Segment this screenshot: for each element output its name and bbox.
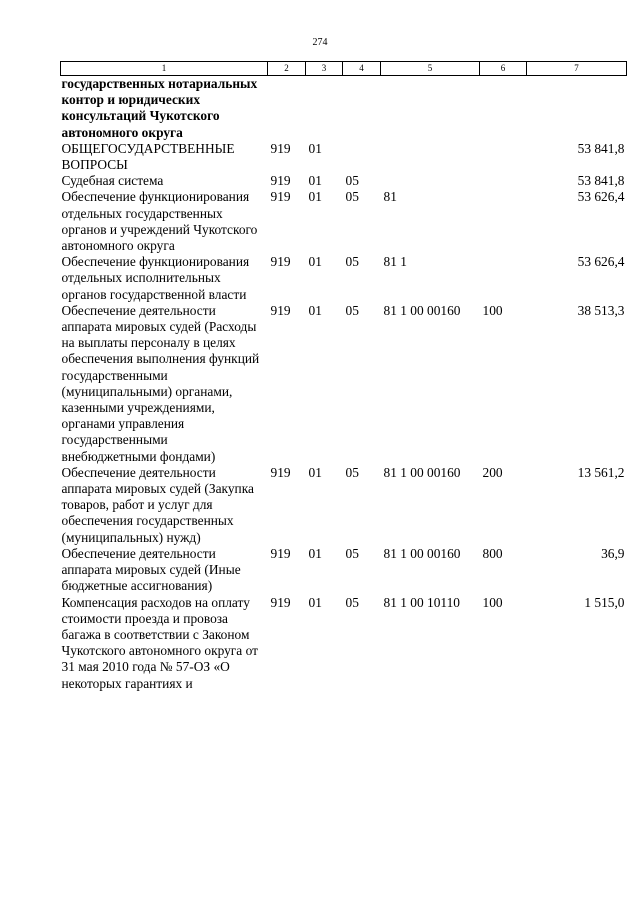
- header-col-1: 1: [61, 62, 268, 76]
- row-target-article-code: 81 1 00 00160: [383, 545, 461, 561]
- row-section-code: 01: [308, 594, 322, 610]
- row-section-code: 01: [308, 302, 322, 318]
- row-amount: 38 513,3: [577, 302, 625, 318]
- page-number: 274: [312, 37, 328, 48]
- row-expense-type-code: [480, 141, 527, 173]
- row-ministry-code: 919: [270, 189, 291, 205]
- row-subsection-code: 05: [345, 189, 359, 205]
- row-ministry-code: 919: [270, 594, 291, 610]
- row-ministry-code: 919: [270, 464, 291, 480]
- row-amount: 1 515,0: [584, 594, 625, 610]
- row-target-article-code: 81 1: [383, 254, 407, 270]
- header-col-7: 7: [527, 62, 627, 76]
- row-subsection-code: 05: [345, 254, 359, 270]
- row-amount: 53 626,4: [577, 189, 625, 205]
- row-expense-type-code: 200: [482, 464, 503, 480]
- row-target-article-code: [381, 141, 480, 173]
- budget-table: [60, 61, 627, 692]
- table-row: [61, 254, 627, 303]
- table-row: [61, 173, 627, 189]
- row-amount: 53 841,8: [577, 140, 625, 156]
- row-expense-type-code: 100: [482, 594, 503, 610]
- row-section-code: 01: [308, 189, 322, 205]
- row-expense-type-code: [480, 76, 527, 141]
- table-row: [61, 303, 627, 465]
- row-ministry-code: 919: [270, 302, 291, 318]
- row-section-code: 01: [308, 140, 322, 156]
- row-name: Обеспечение деятельности аппарата мировых судей (Закупка товаров, работ и услуг для обеспечения государственных (муниципальных) нужд): [61, 464, 254, 545]
- row-section-code: 01: [308, 173, 322, 189]
- row-amount: 13 561,2: [577, 464, 625, 480]
- row-section-code: [306, 76, 343, 141]
- row-subsection-code: 05: [345, 173, 359, 189]
- row-name: Обеспечение деятельности аппарата мировых судей (Расходы на выплаты персоналу в целях обеспечения выполнения функций государственными (муниципальными) органами, казенными учреждениями, органами управления государственными внебюджетными фондами): [61, 302, 260, 464]
- table-row: [61, 595, 627, 692]
- table-header: [61, 62, 627, 76]
- row-expense-type-code: [480, 254, 527, 303]
- row-amount: 36,9: [601, 545, 625, 561]
- row-subsection-code: [343, 76, 381, 141]
- row-name: Обеспечение деятельности аппарата мировых судей (Иные бюджетные ассигнования): [61, 545, 241, 594]
- row-section-code: 01: [308, 464, 322, 480]
- row-target-article-code: 81 1 00 10110: [383, 594, 460, 610]
- table-row: [61, 546, 627, 595]
- row-subsection-code: 05: [345, 302, 359, 318]
- row-name: Обеспечение функционирования отдельных исполнительных органов государственной власти: [61, 254, 250, 302]
- header-col-6: 6: [480, 62, 527, 76]
- row-target-article-code: [381, 76, 480, 141]
- row-section-code: 01: [308, 545, 322, 561]
- row-section-code: 01: [308, 254, 322, 270]
- row-target-article-code: 81: [383, 189, 397, 205]
- row-ministry-code: 919: [270, 545, 291, 561]
- header-col-3: 3: [306, 62, 343, 76]
- row-amount: 53 626,4: [577, 254, 625, 270]
- row-expense-type-code: [480, 173, 527, 189]
- row-target-article-code: 81 1 00 00160: [383, 302, 461, 318]
- header-col-2: 2: [268, 62, 306, 76]
- row-expense-type-code: [480, 189, 527, 254]
- row-subsection-code: 05: [345, 545, 359, 561]
- row-expense-type-code: 100: [482, 302, 503, 318]
- row-name: Обеспечение функционирования отдельных государственных органов и учреждений Чукотского автономного округа: [61, 189, 258, 254]
- row-subsection-code: 05: [345, 594, 359, 610]
- row-name: государственных нотариальных контор и юридических консультаций Чукотского автономного округа: [61, 76, 258, 140]
- header-col-5: 5: [381, 62, 480, 76]
- row-name: Компенсация расходов на оплату стоимости проезда и провоза багажа в соответствии с Законом Чукотского автономного округа от 31 мая 2010 года № 57-ОЗ «О некоторых гарантиях и: [61, 594, 258, 691]
- row-expense-type-code: 800: [482, 545, 503, 561]
- header-row: [61, 62, 627, 76]
- row-subsection-code: [343, 141, 381, 173]
- row-subsection-code: 05: [345, 464, 359, 480]
- row-name: ОБЩЕГОСУДАРСТВЕННЫЕ ВОПРОСЫ: [61, 140, 235, 173]
- table-row: [61, 189, 627, 254]
- table-body: [61, 76, 627, 692]
- table-row: [61, 465, 627, 546]
- row-ministry-code: 919: [270, 254, 291, 270]
- row-target-article-code: 81 1 00 00160: [383, 464, 461, 480]
- header-col-4: 4: [343, 62, 381, 76]
- row-target-article-code: [381, 173, 480, 189]
- table-row: [61, 76, 627, 141]
- row-ministry-code: 919: [270, 140, 291, 156]
- row-name: Судебная система: [61, 173, 164, 189]
- row-amount: [527, 76, 627, 141]
- table-row: [61, 141, 627, 173]
- row-ministry-code: 919: [270, 173, 291, 189]
- row-amount: 53 841,8: [577, 173, 625, 189]
- row-ministry-code: [268, 76, 306, 141]
